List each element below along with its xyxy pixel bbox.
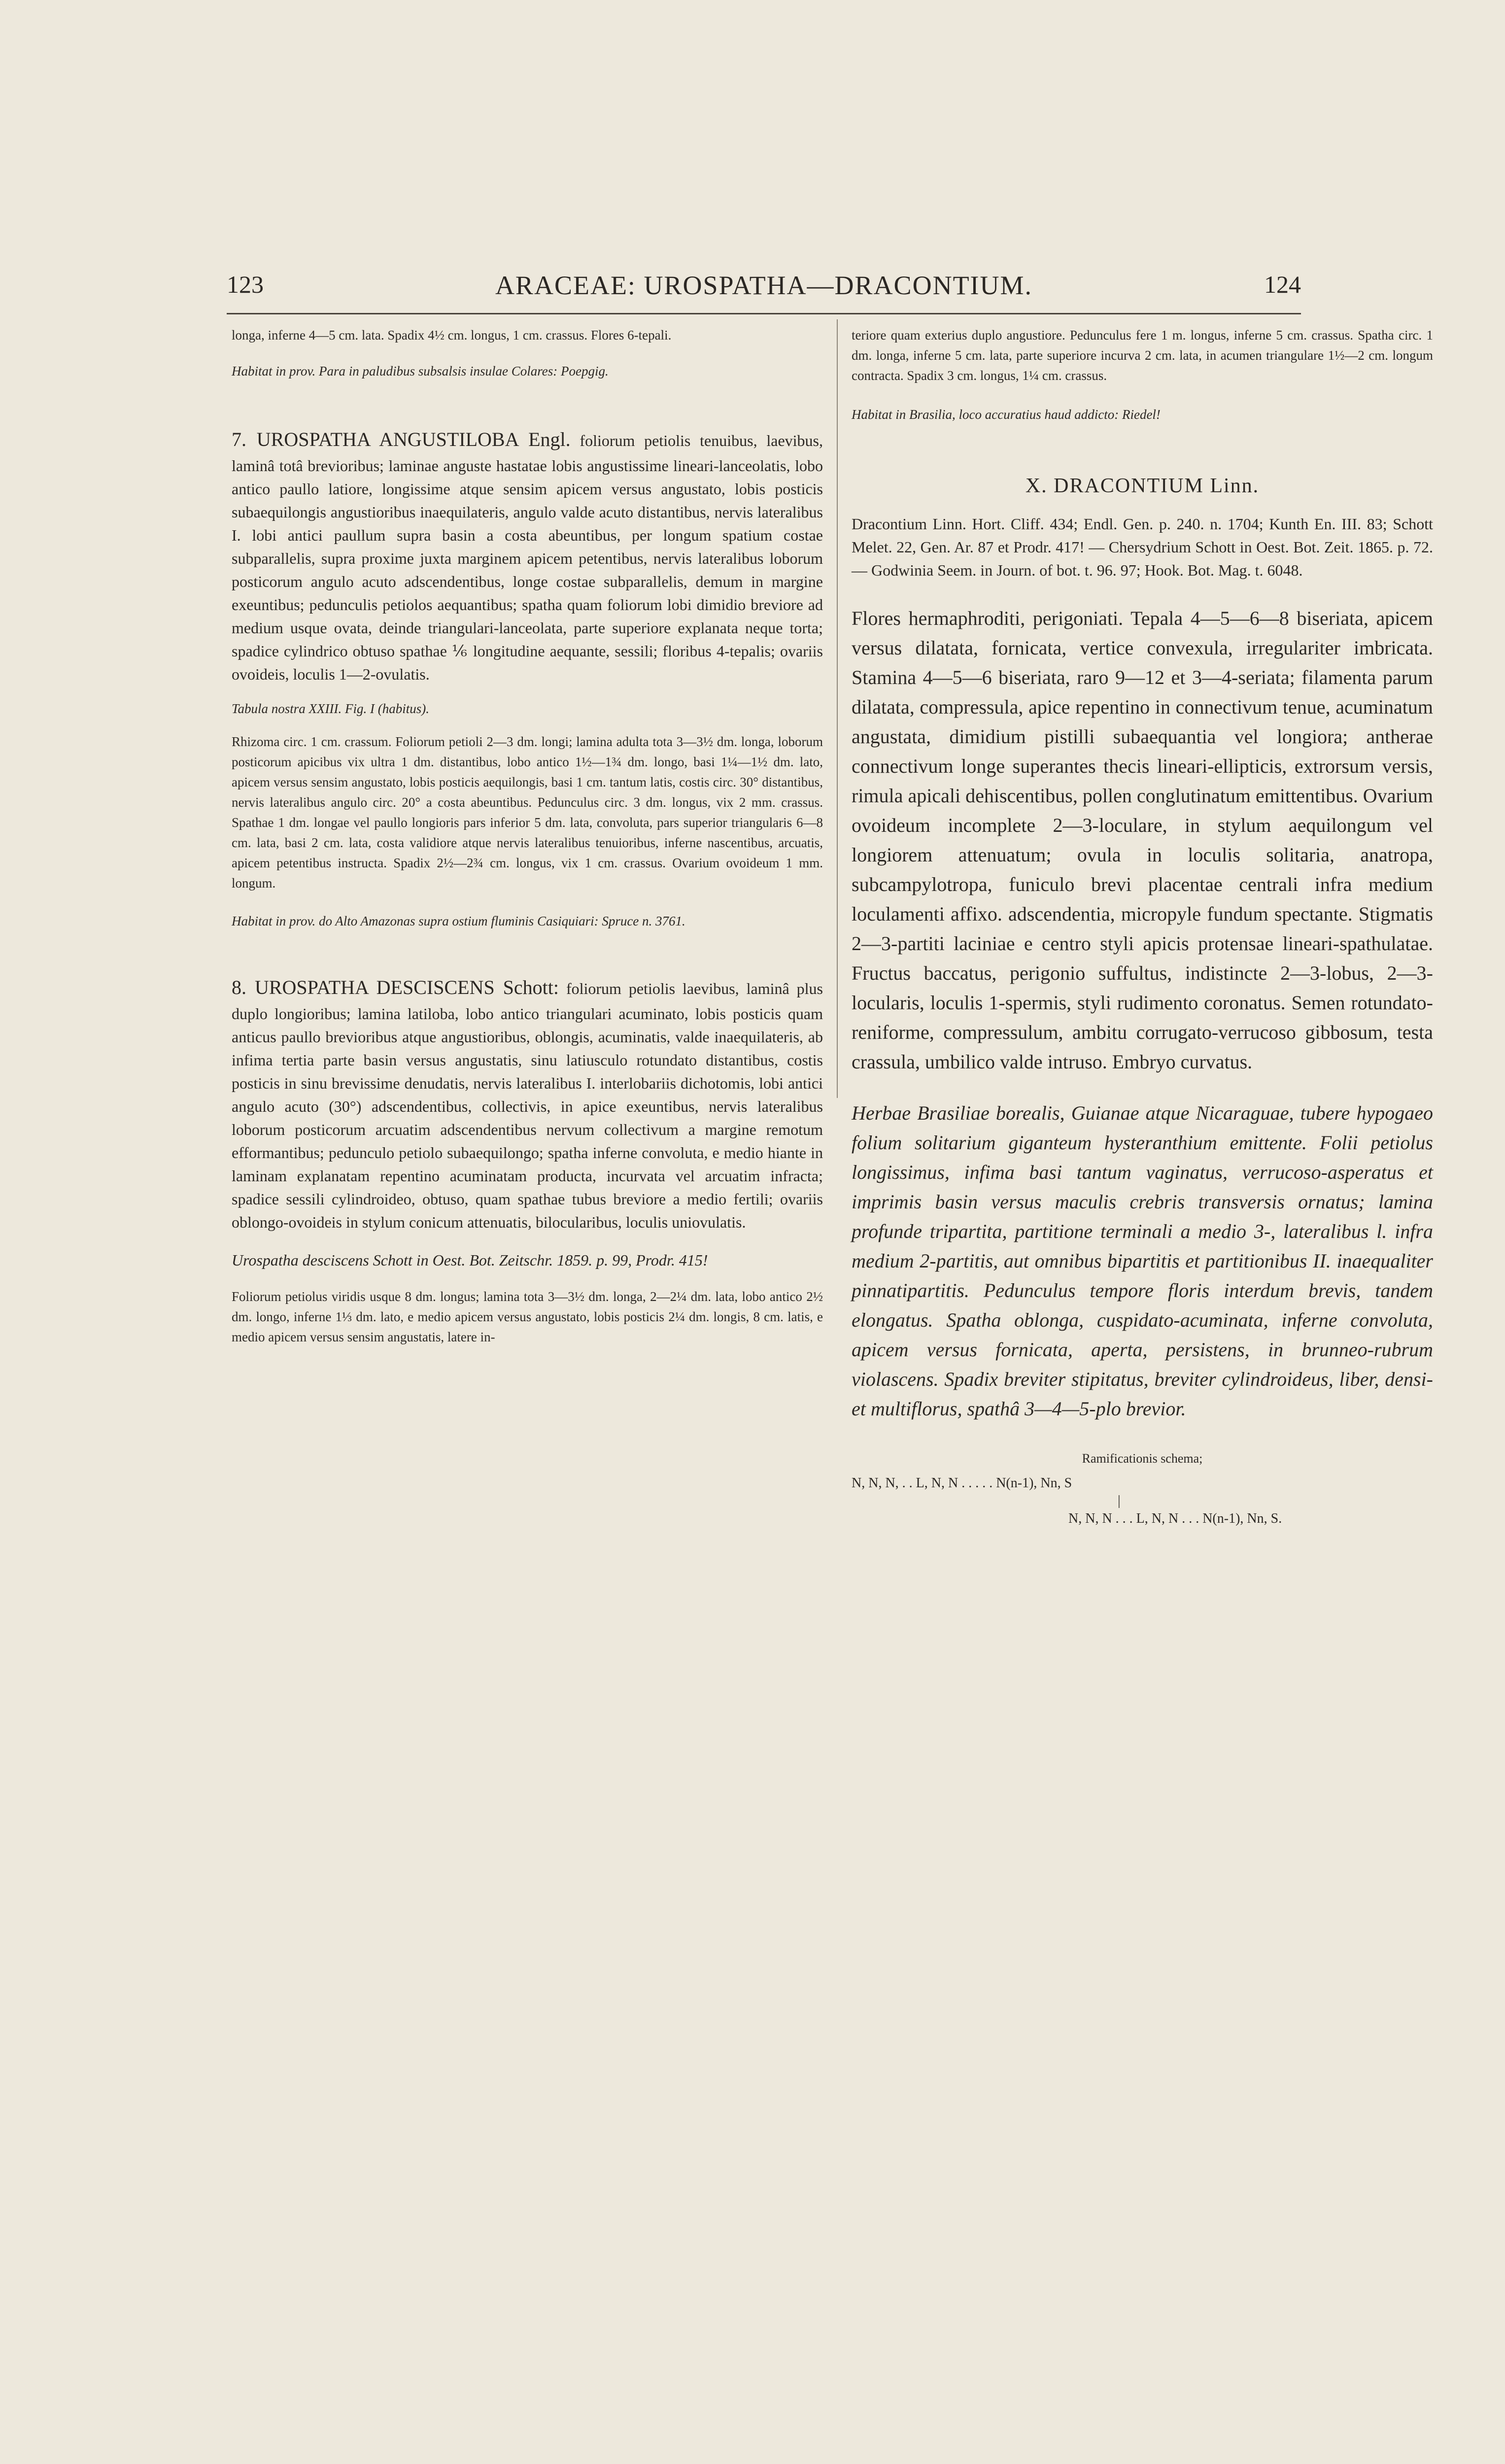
scheme-line-2: N, N, N . . . L, N, N . . . N(n-1), Nn, S. (1068, 1511, 1282, 1526)
species-8-description: Foliorum petiolus viridis usque 8 dm. longus; lamina tota 3—3½ dm. longa, 2—2¼ dm. lata, lobo antico 2½ dm. longo, inferne 1⅓ dm. lato, e medio apicem versus angustato, lobis posticis 2¼ dm. longis, 8 cm. latis, e medio apicem versus sensim angustatis, latere in- (232, 1289, 823, 1344)
species-7-habitat: Habitat in prov. do Alto Amazonas supra ostium fluminis Casiquiari: Spruce n. 3761. (232, 914, 685, 928)
continued-description-right: teriore quam exterius duplo angustiore. Pedunculus fere 1 m. longus, inferne 5 cm. crassus. Spatha circ. 1 dm. longa, inferne 5 cm. lata, parte superiore incurva 2 cm. lata, in acumen triangulare 1½—2 cm. longum contracta. Spadix 3 cm. longus, 1¼ cm. crassus. (852, 328, 1433, 383)
column-separator (837, 319, 838, 1098)
species-7-diagnosis-text: foliorum petiolis tenuibus, laevibus, laminâ totâ brevioribus; laminae anguste hastatae lobis angustissime lineari-lanceolatis, lobo antico paullo latiore, longissime atque sensim apicem versus angustato, lobis posticis subaequilongis angustioribus inaequilateris, angulo valde acuto distantibus, nervis lateralibus I. lobi antici paullum supra basin a costa abeuntibus, per longum spatium costae subparallelis, supra proxime juxta marginem apicem petentibus, nervis lateralibus loborum posticorum angulo acuto adscendentibus, longe costae subparallelis, demum in margine exeuntibus; pedunculis petiolos aequantibus; spatha quam foliorum lobi dimidio breviore ad medium usque ovata, deinde triangulari-lanceolata, parte superiore explanata neque torta; spadice cylindrico obtuso spathae ⅙ longitudine aequante, sessili; floribus 4-tepalis; ovariis ovoideis, loculis 1—2-ovulatis. (232, 432, 823, 683)
species-8-reference: Urospatha desciscens Schott in Oest. Bot. Zeitschr. 1859. p. 99, Prodr. 415! (232, 1251, 708, 1269)
header-rule (227, 313, 1301, 314)
scheme-connector: | (1118, 1493, 1121, 1508)
page-number-left: 123 (227, 271, 264, 298)
genus-heading: X. DRACONTIUM Linn. (1025, 475, 1260, 497)
scheme-title: Ramificationis schema; (1082, 1451, 1203, 1466)
scheme-line-1: N, N, N, . . L, N, N . . . . . N(n-1), Nn, S (852, 1475, 1072, 1491)
habitat-note: Habitat in prov. Para in paludibus subsalsis insulae Colares: Poepgig. (232, 364, 609, 378)
continued-description: longa, inferne 4—5 cm. lata. Spadix 4½ cm. longus, 1 cm. crassus. Flores 6-tepali. (232, 328, 672, 342)
right-column (852, 325, 1433, 1529)
left-column (232, 325, 823, 1347)
species-7-diagnosis (232, 425, 823, 686)
species-7-description: Rhizoma circ. 1 cm. crassum. Foliorum petioli 2—3 dm. longi; lamina adulta tota 3—3½ dm. longa, loborum posticorum apicibus vix ultra 1 dm. distantibus, lobo antico 1½—1¾ dm. longo, basi 1¼—1½ dm. lato, apicem versus sensim angustato, lobis posticis aequilongis, basi 1 cm. tantum latis, costis circ. 30° distantibus, nervis lateralibus angulo circ. 20° a costa abeuntibus. Pedunculus circ. 3 dm. longus, vix 2 mm. crassus. Spathae 1 dm. longae vel paullo longioris pars inferior 5 dm. lata, convoluta, pars superior triangularis 6—8 cm. lata, basi 2 cm. lata, costa validiore atque nervis lateralibus tenuioribus, inferne nascentibus, arcuatis, apicem petentibus instructa. Spadix 2½—2¾ cm. longus, vix 1 cm. crassus. Ovarium ovoideum 1 mm. longum. (232, 734, 823, 890)
genus-description: Flores hermaphroditi, perigoniati. Tepala 4—5—6—8 biseriata, apicem versus dilatata, fornicata, vertice convexula, irregulariter imbricata. Stamina 4—5—6 biseriata, raro 9—12 et 3—4-seriata; filamenta parum dilatata, compressula, apice repentino in connectivum tenue, acuminatum angustata, dimidium pistilli subaequantia vel longiora; antherae connectivum longe superantes thecis lineari-ellipticis, extrorsum versis, rimula apicali dehiscentibus, pollen conglutinatum emittentibus. Ovarium ovoideum incomplete 2—3-loculare, in stylum aequilongum vel longiorem attenuatum; ovula in loculis solitaria, anatropa, subcampylotropa, funiculo brevi placentae centrali infra medium loculamenti affixo. adscendentia, micropyle fundum spectante. Stigmatis 2—3-partiti laciniae e centro styli apicis protensae lineari-spathulatae. Fructus baccatus, perigonio suffultus, indistincte 2—3-lobus, 2—3-locularis, loculis 1-spermis, styli rudimento coronatus. Semen rotundato-reniforme, compressulum, ambitu corrugato-verrucoso gibbosum, testa crassula, umbilico valde intruso. Embryo curvatus. (852, 607, 1433, 1073)
habitat-note-right: Habitat in Brasilia, loco accuratius haud addicto: Riedel! (852, 407, 1161, 422)
species-8-diagnosis-text: foliorum petiolis laevibus, laminâ plus duplo longioribus; lamina latiloba, lobo antico triangulari acuminato, lobis posticis quam anticus paullo brevioribus atque angustioribus, oblongis, acuminatis, valde inaequilateris, ab infima tertia parte basin versus angustatis, sinu latiusculo rotundato distantibus, costis posticis in sinu brevissime denudatis, nervis lateralibus I. interlobariis dichotomis, lobi antici angulo acuto (30°) adscendentibus, collectivis, in apice exeuntibus, nervis lateralibus loborum posticorum arcuatim adscendentibus nervum collectivum a margine remotum efformantibus; pedunculo petiolo subaequilongo; spatha inferne convoluta, e medio hiante in laminam explanatam repentino acuminatam producta, incurvata vel arcuatim infracta; spadice sessili cylindroideo, obtuso, quam spathae tubus breviore a medio fertili; ovariis oblongo-ovoideis in stylum conicum attenuatis, bilocularibus, loculis uniovulatis. (232, 980, 823, 1231)
species-8-heading: 8. UROSPATHA DESCISCENS Schott: (232, 976, 559, 998)
page-header (227, 270, 1301, 305)
species-8-diagnosis (232, 973, 823, 1234)
herbae-description: Herbae Brasiliae borealis, Guianae atque Nicaraguae, tubere hypogaeo folium solitarium giganteum hysteranthium emittente. Folii petiolus longissimus, infima basi tantum vaginatus, verrucoso-asperatus et imprimis basin versus maculis crebris transversis ornatus; lamina profunde tripartita, partitione terminali a medio 3-, lateralibus l. infra medium 2-partitis, aut omnibus bipartitis et partitionibus II. inaequaliter pinnatipartitis. Pedunculus tempore floris interdum brevis, tandem elongatus. Spatha oblonga, cuspidato-acuminata, inferne convoluta, apicem versus fornicata, aperta, persistens, in brunneo-rubrum violascens. Spadix breviter stipitatus, breviter cylindroideus, liber, densi- et multiflorus, spathâ 3—4—5-plo brevior. (852, 1102, 1433, 1420)
running-title: ARACEAE: UROSPATHA—DRACONTIUM. (495, 271, 1033, 300)
genus-synonymy: Dracontium Linn. Hort. Cliff. 434; Endl. Gen. p. 240. n. 1704; Kunth En. III. 83; Schott Melet. 22, Gen. Ar. 87 et Prodr. 417! — Chersydrium Schott in Oest. Bot. Zeit. 1865. p. 72. — Godwinia Seem. in Journ. of bot. t. 96. 97; Hook. Bot. Mag. t. 6048. (852, 515, 1433, 579)
species-7-plate-ref: Tabula nostra XXIII. Fig. I (habitus). (232, 701, 429, 716)
page-number-right: 124 (1264, 271, 1301, 298)
species-7-heading: 7. UROSPATHA ANGUSTILOBA Engl. (232, 428, 571, 450)
